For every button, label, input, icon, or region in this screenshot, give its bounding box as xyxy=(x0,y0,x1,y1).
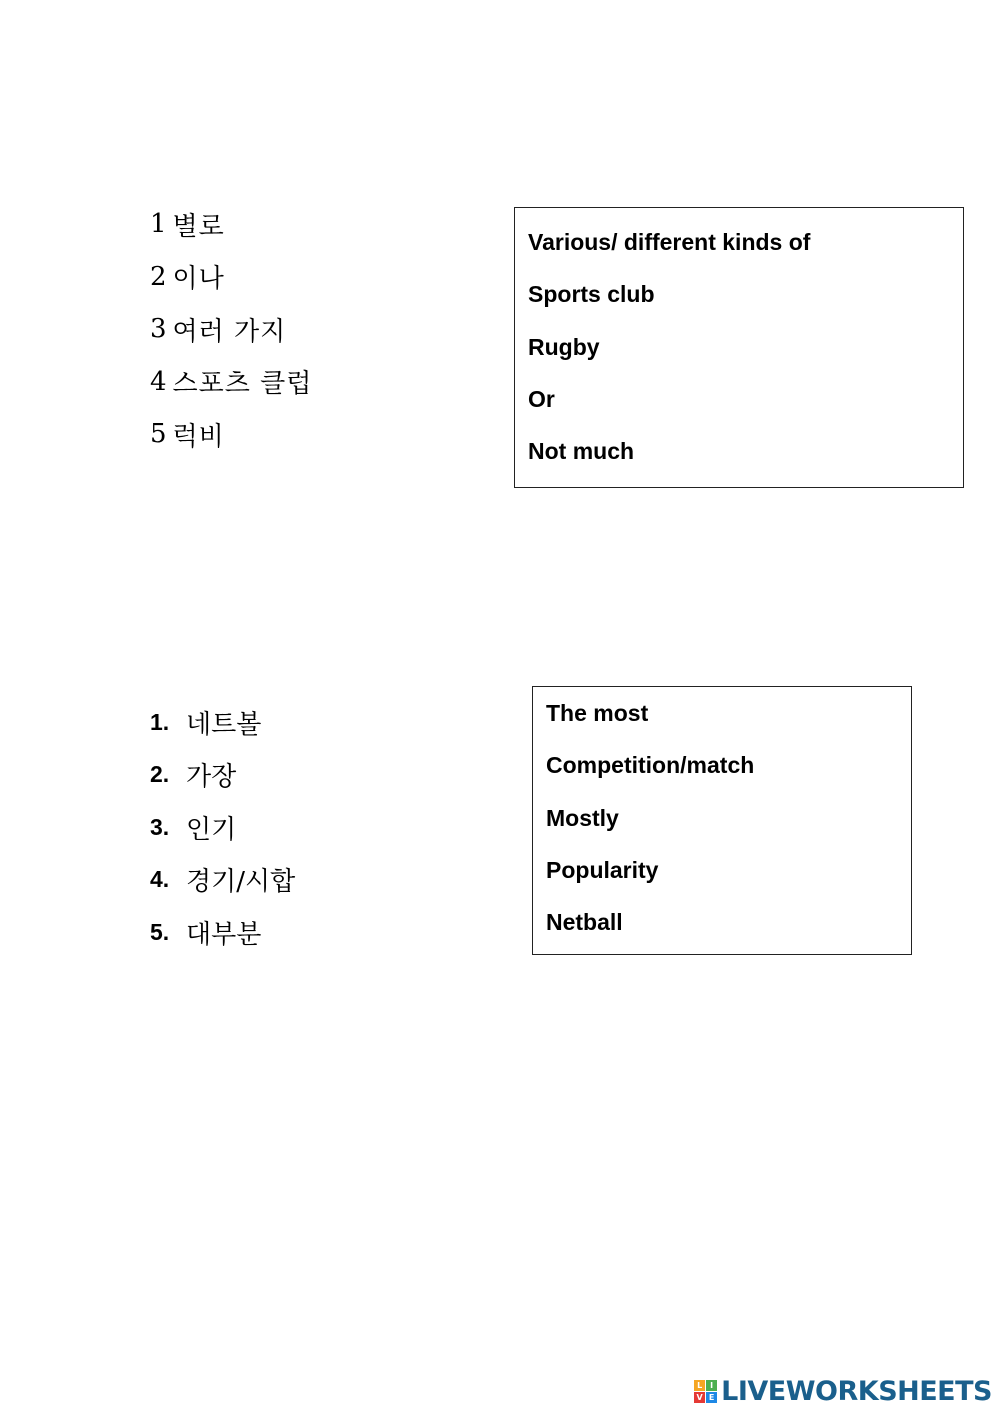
korean-word: 대부분 xyxy=(186,919,262,950)
english-option: Mostly xyxy=(546,804,619,831)
korean-word: 럭비 xyxy=(172,421,225,452)
item-number: 4. xyxy=(150,866,170,893)
logo-letter: E xyxy=(706,1392,717,1403)
item-number: 5 xyxy=(150,419,167,450)
korean-word: 가장 xyxy=(186,762,237,793)
logo-letter: L xyxy=(694,1380,705,1391)
item-number: 2 xyxy=(150,261,167,292)
english-option: Or xyxy=(528,385,555,412)
korean-word: 여러 가지 xyxy=(172,316,287,347)
item-number: 5. xyxy=(150,918,170,945)
korean-list-item xyxy=(150,906,295,959)
korean-list-item xyxy=(150,854,295,907)
watermark-text: LIVEWORKSHEETS xyxy=(721,1376,992,1407)
logo-letter: V xyxy=(694,1392,705,1403)
korean-word: 인기 xyxy=(186,814,237,845)
korean-list-item xyxy=(150,801,295,854)
item-number: 2. xyxy=(150,761,170,788)
english-option: Popularity xyxy=(546,856,659,883)
english-option: Netball xyxy=(546,909,623,936)
korean-word: 별로 xyxy=(172,211,225,242)
english-option: Not much xyxy=(528,438,635,465)
english-option: Various/ different kinds of xyxy=(528,229,811,255)
korean-word: 이나 xyxy=(172,264,225,295)
korean-word: 경기/시합 xyxy=(186,867,296,898)
english-answer-box-2 xyxy=(532,686,912,955)
korean-list-item xyxy=(150,251,312,304)
korean-list-item xyxy=(150,198,312,251)
liveworksheets-logo-icon xyxy=(694,1380,717,1403)
korean-list-item xyxy=(150,408,312,461)
korean-list-item xyxy=(150,749,295,802)
korean-list-item xyxy=(150,696,295,749)
english-answer-box-1 xyxy=(514,207,964,488)
item-number: 1. xyxy=(150,708,170,735)
english-option: Sports club xyxy=(528,281,655,308)
korean-word: 스포츠 클럽 xyxy=(172,369,313,400)
logo-letter: I xyxy=(706,1380,717,1391)
korean-word-list-1 xyxy=(150,198,312,461)
liveworksheets-watermark xyxy=(694,1376,992,1407)
item-number: 1 xyxy=(150,209,167,240)
korean-word: 네트볼 xyxy=(186,709,262,740)
item-number: 4 xyxy=(150,366,167,397)
korean-list-item xyxy=(150,303,312,356)
korean-list-item xyxy=(150,356,312,409)
english-option: The most xyxy=(546,700,649,726)
item-number: 3. xyxy=(150,813,170,840)
korean-word-list-2 xyxy=(150,696,295,959)
item-number: 3 xyxy=(150,314,167,345)
english-option: Rugby xyxy=(528,333,600,360)
english-option: Competition/match xyxy=(546,752,755,779)
